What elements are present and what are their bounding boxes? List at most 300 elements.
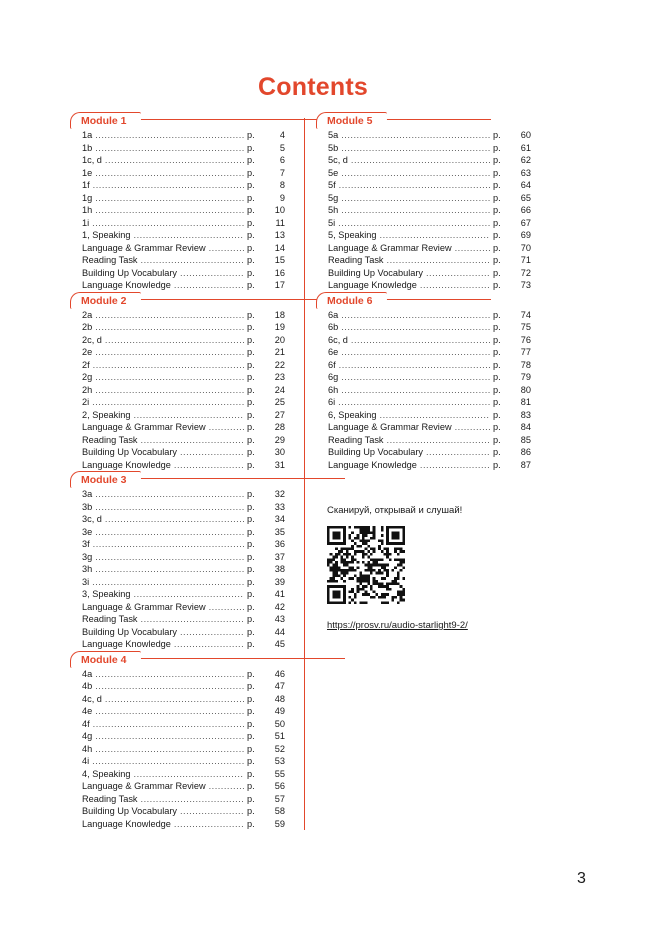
entry-page-number: 18 [274,309,285,320]
dot-leader [209,780,244,793]
dot-leader [105,693,244,706]
entry-label: Language Knowledge [328,459,417,470]
contents-entry[interactable] [70,421,285,434]
contents-entry[interactable] [70,229,285,242]
contents-entry[interactable] [70,154,285,167]
contents-entry[interactable] [316,346,531,359]
entry-label: Language & Grammar Review [82,422,206,432]
contents-entry[interactable] [70,334,285,347]
entry-label: Language Knowledge [82,459,171,470]
entry-page-number: 9 [279,192,285,203]
entry-page-number: 33 [274,501,285,512]
contents-entry[interactable] [70,371,285,384]
entry-page-number: 71 [520,255,531,265]
entry-page-number: 69 [520,230,531,240]
contents-entry[interactable] [316,279,531,292]
contents-entry[interactable] [70,626,285,639]
entry-page-number: 19 [274,322,285,332]
contents-entry[interactable] [70,459,285,472]
contents-entry[interactable] [70,613,285,626]
contents-entry[interactable] [70,730,285,743]
entry-label: 2c, d [82,334,102,345]
page-abbrev: p. [247,668,255,679]
contents-entry[interactable] [70,204,285,217]
contents-entry[interactable] [316,204,531,217]
entry-page-number: 24 [274,384,285,395]
entry-label: Language Knowledge [328,280,417,290]
dot-leader [92,755,244,768]
contents-entry[interactable] [316,309,531,322]
dot-leader [95,309,244,322]
module-header [70,295,285,308]
contents-entry[interactable] [70,576,285,589]
entry-label: Language & Grammar Review [82,781,206,791]
dot-leader [341,309,490,322]
entry-page-number: 34 [274,514,285,524]
contents-entry[interactable] [316,459,531,472]
dot-leader [95,129,244,142]
entry-label: 1a [82,130,93,140]
page-abbrev: p. [493,459,501,470]
contents-entry[interactable] [70,409,285,422]
entry-label: 2b [82,322,93,332]
contents-entry[interactable] [70,488,285,501]
entry-page-number: 62 [520,155,531,165]
page-abbrev: p. [247,781,255,791]
contents-entry[interactable] [70,563,285,576]
entry-page-number: 78 [520,359,531,370]
dot-leader [341,142,490,155]
entry-page-number: 41 [274,589,285,599]
contents-entry[interactable] [70,434,285,447]
entry-label: 6b [328,322,339,332]
dot-leader [95,563,244,576]
dot-leader [95,142,244,155]
contents-entry[interactable] [316,384,531,397]
contents-entry[interactable] [70,346,285,359]
contents-entry[interactable] [316,142,531,155]
entry-page-number: 44 [274,626,285,637]
entry-label: Language & Grammar Review [328,422,452,432]
dot-leader [95,488,244,501]
entry-page-number: 25 [274,397,285,407]
module-header [316,115,531,128]
contents-entry[interactable] [70,217,285,230]
entry-label: 3i [82,576,90,587]
module-header [70,474,285,487]
entry-page-number: 73 [520,280,531,290]
page-abbrev: p. [493,192,501,203]
dot-leader [341,167,490,180]
page-abbrev: p. [247,756,255,766]
contents-entry[interactable] [70,768,285,781]
entry-label: Language Knowledge [82,818,171,829]
page-abbrev: p. [247,230,255,240]
dot-leader [95,321,244,334]
entry-label: 1f [82,180,90,190]
contents-entry[interactable] [316,217,531,230]
entry-page-number: 53 [274,756,285,766]
page-abbrev: p. [247,693,255,704]
page-abbrev: p. [493,347,501,357]
page-abbrev: p. [493,409,501,420]
dot-leader [420,459,490,472]
page-abbrev: p. [247,422,255,432]
dot-leader [93,179,244,192]
contents-entry[interactable] [316,359,531,372]
page-abbrev: p. [247,359,255,370]
contents-entry[interactable] [70,513,285,526]
dot-leader [93,538,244,551]
entry-label: 3, Speaking [82,589,131,599]
module-title: Module 4 [70,651,141,668]
contents-entry[interactable] [70,179,285,192]
contents-entry[interactable] [70,693,285,706]
module-section [70,654,285,831]
entry-page-number: 16 [274,267,285,278]
dot-leader [341,321,490,334]
contents-entry[interactable] [70,526,285,539]
page-abbrev: p. [493,142,501,153]
page-abbrev: p. [247,501,255,512]
entry-label: 2e [82,347,93,357]
page-abbrev: p. [493,205,501,215]
contents-entry[interactable] [70,396,285,409]
entry-page-number: 56 [274,781,285,791]
entry-page-number: 28 [274,422,285,432]
entry-page-number: 22 [274,359,285,370]
entry-label: Language Knowledge [82,280,171,290]
contents-entry[interactable] [316,434,531,447]
entry-label: Language Knowledge [82,639,171,649]
entry-page-number: 35 [274,526,285,537]
entry-page-number: 4 [279,130,285,140]
dot-leader [105,334,244,347]
dot-leader [455,242,490,255]
entry-page-number: 51 [274,731,285,741]
entry-label: 6a [328,309,339,320]
dot-leader [92,217,244,230]
contents-entry[interactable] [70,267,285,280]
dot-leader [341,346,490,359]
entry-page-number: 65 [520,192,531,203]
contents-column-right [316,115,531,474]
dot-leader [95,551,244,564]
entry-page-number: 14 [274,242,285,253]
contents-entry[interactable] [70,142,285,155]
entry-page-number: 61 [520,142,531,153]
entry-label: 6g [328,372,339,382]
qr-code-icon[interactable] [327,526,405,604]
contents-entry[interactable] [316,421,531,434]
page-abbrev: p. [247,681,255,691]
page-abbrev: p. [247,614,255,624]
contents-entry[interactable] [70,384,285,397]
entry-page-number: 63 [520,167,531,178]
entry-label: 3e [82,526,93,537]
entry-page-number: 49 [274,706,285,716]
dot-leader [338,217,490,230]
entry-label: 5i [328,217,336,228]
contents-entry[interactable] [70,705,285,718]
contents-entry[interactable] [70,668,285,681]
contents-entry[interactable] [70,538,285,551]
entry-label: 2i [82,397,90,407]
contents-entry[interactable] [316,371,531,384]
contents-entry[interactable] [70,321,285,334]
contents-entry[interactable] [70,718,285,731]
entry-label: Building Up Vocabulary [82,267,177,278]
module-section [70,295,285,472]
contents-entry[interactable] [70,254,285,267]
dot-leader [341,371,490,384]
page-abbrev: p. [493,230,501,240]
entry-label: 6f [328,359,336,370]
contents-entry[interactable] [316,179,531,192]
contents-entry[interactable] [70,638,285,651]
entry-label: Reading Task [82,793,138,804]
entry-page-number: 30 [274,447,285,457]
entry-label: 5a [328,130,339,140]
entry-page-number: 59 [274,818,285,829]
module-header [316,295,531,308]
entry-label: 6e [328,347,339,357]
entry-page-number: 86 [520,447,531,457]
entry-label: 4a [82,668,93,679]
entry-page-number: 42 [274,601,285,612]
entry-label: 6h [328,384,339,395]
page-abbrev: p. [247,589,255,599]
entry-page-number: 31 [274,459,285,470]
dot-leader [134,588,244,601]
contents-entry[interactable] [70,446,285,459]
entry-page-number: 58 [274,806,285,816]
dot-leader [455,421,490,434]
page-abbrev: p. [247,347,255,357]
entry-label: 3h [82,564,93,574]
contents-entry[interactable] [70,129,285,142]
contents-entry[interactable] [70,309,285,322]
entry-label: 5g [328,192,339,203]
entry-label: 4c, d [82,693,102,704]
entry-page-number: 50 [274,718,285,729]
page-abbrev: p. [247,309,255,320]
entry-label: 6c, d [328,334,348,345]
dot-leader [180,805,244,818]
entry-page-number: 47 [274,681,285,691]
dot-leader [180,626,244,639]
contents-entry[interactable] [70,359,285,372]
entry-page-number: 32 [274,489,285,499]
page-abbrev: p. [247,514,255,524]
contents-entry[interactable] [316,242,531,255]
page-abbrev: p. [493,217,501,228]
contents-entry[interactable] [70,242,285,255]
entry-label: 3c, d [82,514,102,524]
entry-label: 2, Speaking [82,409,131,420]
entry-label: Building Up Vocabulary [328,267,423,278]
entry-page-number: 11 [275,217,285,228]
page-abbrev: p. [247,806,255,816]
page-abbrev: p. [247,768,255,779]
contents-entry[interactable] [70,279,285,292]
dot-leader [387,434,490,447]
entry-label: Language & Grammar Review [328,242,452,253]
dot-leader [351,334,490,347]
contents-entry[interactable] [70,167,285,180]
contents-entry[interactable] [70,755,285,768]
dot-leader [338,396,490,409]
page-abbrev: p. [247,564,255,574]
entry-page-number: 64 [520,180,531,190]
audio-link[interactable]: https://prosv.ru/audio-starlight9-2/ [327,620,468,631]
entry-page-number: 60 [520,130,531,140]
entry-page-number: 38 [274,564,285,574]
contents-entry[interactable] [70,601,285,614]
entry-label: 4b [82,681,93,691]
entry-page-number: 84 [520,422,531,432]
entry-label: Reading Task [82,255,138,265]
entry-label: 1c, d [82,155,102,165]
page-abbrev: p. [493,280,501,290]
entry-label: Building Up Vocabulary [328,447,423,457]
entry-label: Building Up Vocabulary [82,626,177,637]
page-abbrev: p. [493,130,501,140]
entry-label: 2a [82,309,93,320]
page-abbrev: p. [493,309,501,320]
contents-entry[interactable] [70,192,285,205]
dot-leader [95,384,244,397]
dot-leader [95,705,244,718]
page-abbrev: p. [493,155,501,165]
page-abbrev: p. [493,255,501,265]
page-abbrev: p. [493,334,501,345]
page-abbrev: p. [247,551,255,562]
entry-label: Reading Task [82,614,138,624]
entry-page-number: 75 [520,322,531,332]
contents-entry[interactable] [316,129,531,142]
entry-label: 2f [82,359,90,370]
entry-label: 1i [82,217,90,228]
entry-page-number: 8 [279,180,285,190]
dot-leader [174,279,244,292]
contents-entry[interactable] [70,805,285,818]
entry-page-number: 57 [274,793,285,804]
contents-entry[interactable] [70,780,285,793]
entry-page-number: 74 [520,309,531,320]
dot-leader [426,267,490,280]
page-abbrev: p. [493,372,501,382]
contents-entry[interactable] [316,167,531,180]
page-abbrev: p. [247,267,255,278]
contents-entry[interactable] [316,446,531,459]
page-abbrev: p. [493,180,501,190]
page-abbrev: p. [247,539,255,549]
dot-leader [387,254,490,267]
page-abbrev: p. [493,322,501,332]
dot-leader [420,279,490,292]
entry-page-number: 27 [274,409,285,420]
entry-label: 2h [82,384,93,395]
dot-leader [95,730,244,743]
page-abbrev: p. [247,142,255,153]
page-abbrev: p. [493,447,501,457]
dot-leader [95,371,244,384]
audio-prompt: Сканируй, открывай и слушай! [327,505,463,516]
entry-label: Building Up Vocabulary [82,447,177,457]
module-section [316,295,531,472]
dot-leader [95,526,244,539]
entry-page-number: 76 [520,334,531,345]
contents-entry[interactable] [70,818,285,831]
contents-entry[interactable] [316,334,531,347]
entry-label: Reading Task [328,434,384,445]
contents-entry[interactable] [316,229,531,242]
page-abbrev: p. [247,217,255,228]
contents-entry[interactable] [316,267,531,280]
contents-entry[interactable] [70,501,285,514]
page-abbrev: p. [247,447,255,457]
entry-page-number: 81 [520,397,531,407]
contents-entry[interactable] [70,680,285,693]
entry-label: Reading Task [328,255,384,265]
contents-entry[interactable] [316,192,531,205]
entry-page-number: 52 [274,743,285,754]
dot-leader [351,154,490,167]
page-abbrev: p. [247,322,255,332]
contents-entry[interactable] [70,551,285,564]
entry-label: 5, Speaking [328,230,377,240]
contents-entry[interactable] [70,743,285,756]
entry-label: 6, Speaking [328,409,377,420]
dot-leader [95,167,244,180]
page-abbrev: p. [247,334,255,345]
entry-label: 5e [328,167,339,178]
entry-page-number: 6 [279,155,285,165]
dot-leader [380,409,490,422]
entry-page-number: 17 [274,280,285,290]
entry-page-number: 36 [274,539,285,549]
page-abbrev: p. [247,743,255,754]
page-abbrev: p. [247,459,255,470]
contents-entry[interactable] [316,254,531,267]
page-abbrev: p. [493,242,501,253]
contents-entry[interactable] [70,793,285,806]
entry-page-number: 21 [274,347,285,357]
entry-label: 1g [82,192,93,203]
page-abbrev: p. [247,192,255,203]
module-title: Module 6 [316,292,387,309]
contents-entry[interactable] [316,154,531,167]
entry-page-number: 66 [520,205,531,215]
entry-page-number: 37 [274,551,285,562]
entry-label: 4f [82,718,90,729]
contents-entry[interactable] [316,409,531,422]
entry-label: Reading Task [82,434,138,445]
entry-page-number: 20 [274,334,285,345]
contents-entry[interactable] [316,396,531,409]
contents-entry[interactable] [316,321,531,334]
entry-page-number: 45 [274,639,285,649]
module-section [316,115,531,292]
dot-leader [95,192,244,205]
entry-page-number: 7 [279,167,285,178]
contents-entry[interactable] [70,588,285,601]
entry-page-number: 85 [520,434,531,445]
page-abbrev: p. [247,489,255,499]
page-abbrev: p. [247,409,255,420]
entry-label: 3a [82,489,93,499]
